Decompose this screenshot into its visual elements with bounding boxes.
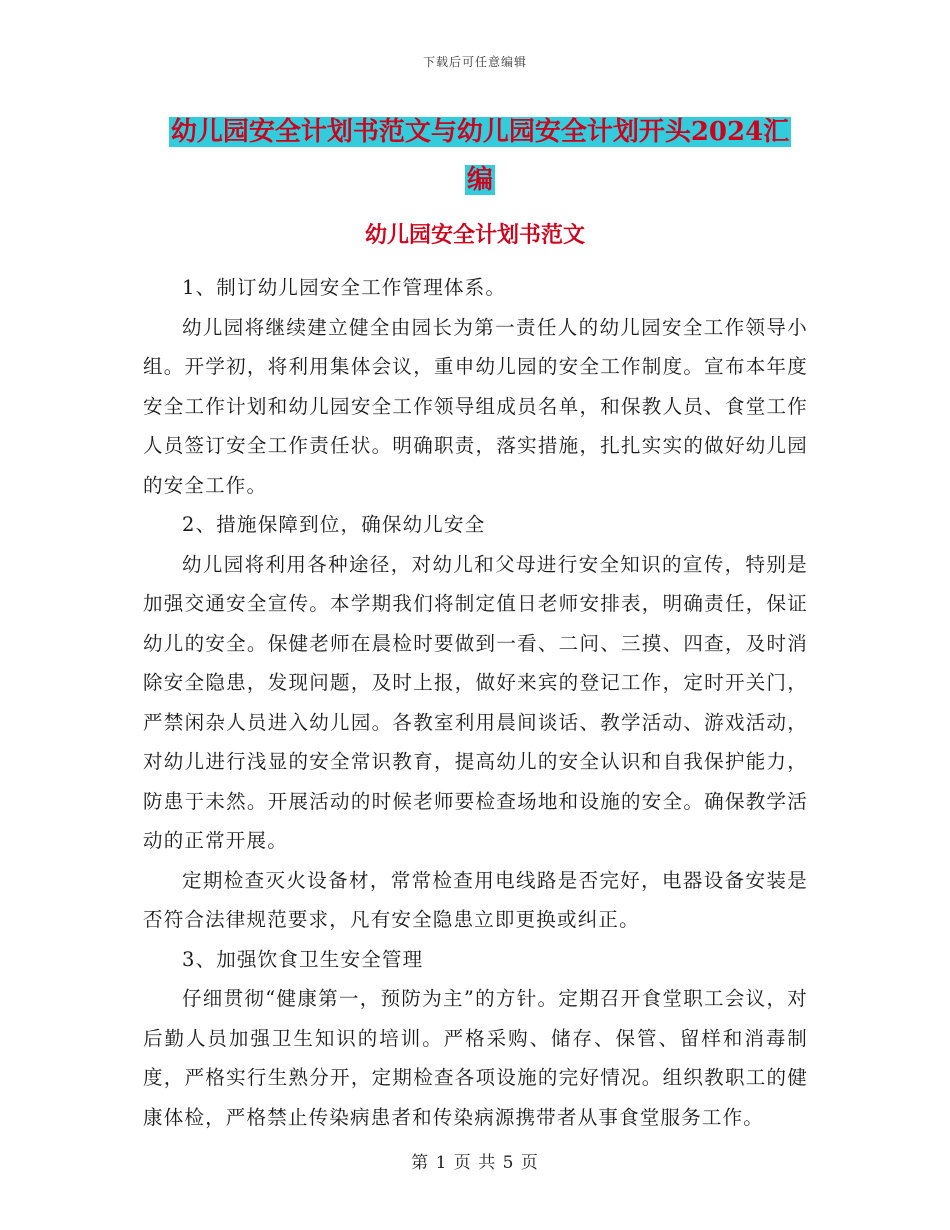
- page-header-note: 下载后可任意编辑: [422, 55, 527, 69]
- document-title-line-2: 编: [466, 165, 493, 195]
- paragraph-heading-3: 3、加强饮食卫生安全管理: [182, 947, 424, 971]
- paragraph: 幼儿园将继续建立健全由园长为第一责任人的幼儿园安全工作领导小组。开学初，将利用集体会议，重申幼儿园的安全工作制度。宣布本年度安全工作计划和幼儿园安全工作领导组成员名单，和保教人员、食堂工作人员签订安全工作责任状。明确职责，落实措施，扎扎实实的做好幼儿园的安全工作。: [143, 315, 808, 497]
- document-title-line-1: 幼儿园安全计划书范文与幼儿园安全计划开头2024汇: [170, 117, 790, 147]
- paragraph-heading-1: 1、制订幼儿园安全工作管理体系。: [182, 276, 507, 299]
- document-body: [143, 268, 808, 1137]
- section-title: 幼儿园安全计划书范文: [364, 222, 585, 248]
- page-number: 第 1 页 共 5 页: [411, 1153, 539, 1173]
- paragraph: 定期检查灭火设备材，常常检查用电线路是否完好，电器设备安装是否符合法律规范要求，凡有安全隐患立即更换或纠正。: [143, 868, 808, 931]
- paragraph: 仔细贯彻“健康第一，预防为主”的方针。定期召开食堂职工会议，对后勤人员加强卫生知识的培训。严格采购、储存、保管、留样和消毒制度，严格实行生熟分开，定期检查各项设施的完好情况。组织教职工的健康体检，严格禁止传染病患者和传染病源携带者从事食堂服务工作。: [143, 987, 808, 1129]
- paragraph: 幼儿园将利用各种途径，对幼儿和父母进行安全知识的宣传，特别是加强交通安全宣传。本学期我们将制定值日老师安排表，明确责任，保证幼儿的安全。保健老师在晨检时要做到一看、二问、三摸、四查，及时消除安全隐患，发现问题，及时上报，做好来宾的登记工作，定时开关门，严禁闲杂人员进入幼儿园。各教室利用晨间谈话、教学活动、游戏活动，对幼儿进行浅显的安全常识教育，提高幼儿的安全认识和自我保护能力，防患于未然。开展活动的时候老师要检查场地和设施的安全。确保教学活动的正常开展。: [143, 552, 808, 852]
- document-title: [140, 108, 820, 204]
- paragraph-heading-2: 2、措施保障到位，确保幼儿安全: [182, 513, 486, 536]
